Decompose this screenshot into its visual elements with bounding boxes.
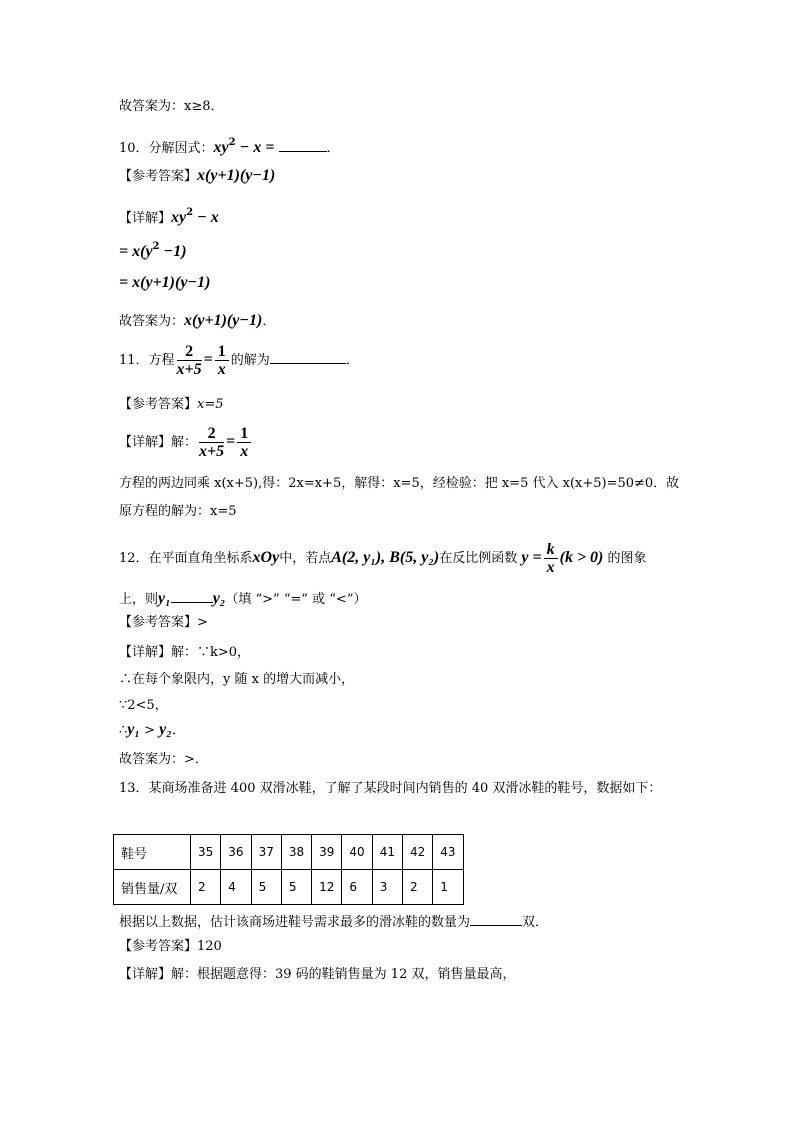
q10-detail-c: − x [193,209,219,226]
q12-points: A(2, y₁), B(5, y₂) [331,549,440,566]
q13-after-table [119,912,548,932]
q12-y2: y₂ [212,590,226,607]
q12-line-2 [119,589,366,609]
q12-detail-1: 【详解】解：∵k>0， [119,645,251,660]
q10-end: ． [326,141,340,156]
q11-answer: x=5 [197,397,224,412]
table-cell: 6 [342,870,372,905]
q11-frac2-den: x [217,361,226,378]
answer-blank[interactable] [171,589,213,603]
q10-step2: = x(y+1)(y−1) [119,274,211,291]
q13-detail-1: 【详解】解：根据题意得：39 码的鞋销售量为 12 双，销售量最高， [119,967,516,982]
q11-detail-frac1-den: x+5 [199,443,225,460]
q10-expr-a: xy [213,139,229,156]
q11-detail-line [119,424,253,461]
table-cell: 5 [281,870,311,905]
q12-answer: > [197,615,208,630]
q10-step1-exp: 2 [152,241,160,252]
q10-final-period: ． [262,314,276,329]
answer-label: 【参考答案】 [119,169,198,184]
q12-end: 的图象 [607,551,647,566]
table-cell: 41 [372,835,402,870]
question-11 [119,342,359,379]
answer-label: 【参考答案】 [119,615,198,630]
table-cell: 38 [281,835,311,870]
q11-end: ． [345,353,359,368]
q12-answer-line [119,614,208,632]
q11-frac1-num: 2 [177,343,202,361]
q12-prefix: 12．在平面直角坐标系 [119,551,253,566]
q11-work-1: 方程的两边同乘 x(x+5),得：2x=x+5，解得：x=5，经检验：把 x=5 代入 x(x+5)=50≠0．故 [119,476,680,491]
detail-label: 【详解】 [119,211,172,226]
q11-detail-frac2-den: x [240,443,249,460]
table-cell: 12 [312,870,342,905]
q12-detail-4 [119,721,185,740]
table-cell: 3 [372,870,402,905]
table-cell: 42 [402,835,432,870]
q10-detail-a: xy [171,209,187,226]
q12-line2-prefix: 上，则 [119,592,159,607]
q10-detail-exp: 2 [186,207,194,218]
q12-d4-y2: y₂ [159,721,172,738]
answer-blank[interactable] [270,350,346,364]
q12-func-cond: (k > 0) [559,549,604,566]
q11-fraction-left [177,343,202,378]
q10-detail-line [119,204,219,228]
table-cell: 43 [433,835,463,870]
q11-detail-frac1-num: 2 [199,425,224,443]
q12-detail-3: ∵2<5， [119,698,168,713]
q12-func-y: y = [521,549,542,566]
q11-answer-line [119,396,224,414]
table-cell: 2 [402,870,432,905]
q12-func-den: x [546,559,555,576]
question-12 [119,540,647,577]
table-header-sales: 销售量/双 [114,870,191,905]
table-row-sizes [114,835,464,870]
q13-answer: 120 [197,939,222,954]
answer-blank[interactable] [470,912,522,926]
q13-after-b: 双． [522,915,549,930]
answer-label: 【参考答案】 [119,939,198,954]
q11-suffix: 的解为 [230,353,270,368]
q10-step1-c: −1) [159,243,187,260]
table-cell: 37 [251,835,281,870]
q10-final-expr: x(y+1)(y−1) [184,312,263,329]
q12-line2-suffix: （填 “>” “=” 或 “<”） [225,592,367,607]
q11-detail-fraction-left [199,425,224,460]
q10-step-2 [119,274,210,293]
answer-line-q9: 故答案为：x≥8． [119,99,224,114]
shoe-size-table [113,834,464,905]
q11-detail-frac2-num: 1 [237,425,251,443]
q10-final [119,312,275,331]
q11-prefix: 11．方程 [119,353,175,368]
q11-equals: = [203,351,213,368]
q12-d4-prefix: ∴ [119,723,128,738]
q10-step1-a: = x(y [119,243,153,260]
question-10 [119,134,340,158]
table-cell: 1 [433,870,463,905]
table-header-size: 鞋号 [114,835,191,870]
q12-xoy: xOy [252,549,280,566]
q12-y1: y₁ [158,590,171,607]
q11-frac1-den: x+5 [176,361,202,378]
table-cell: 2 [191,870,221,905]
q12-detail-5: 故答案为：>． [119,752,208,767]
answer-blank[interactable] [279,138,327,152]
q12-d4-y1: y₁ [127,721,140,738]
q10-expr-c: − x = [235,139,275,156]
q12-d4-period: ． [171,723,185,738]
q13-after-a: 根据以上数据，估计该商场进鞋号需求最多的滑冰鞋的数量为 [119,915,471,930]
q12-mid2: 在反比例函数 [439,551,518,566]
table-row-sales [114,870,464,905]
q10-expr-exp: 2 [228,137,236,148]
q11-detail-fraction-right [237,425,251,460]
q11-fraction-right [215,343,229,378]
q12-func-fraction [544,541,558,576]
q11-frac2-num: 1 [215,343,229,361]
q10-answer: x(y+1)(y−1) [197,167,276,184]
q11-detail-equals: = [226,433,236,450]
table-cell: 4 [221,870,251,905]
q12-mid: 中，若点 [279,551,332,566]
q10-answer-line [119,167,275,186]
q10-step-1 [119,238,187,262]
q10-prefix: 10．分解因式： [119,141,214,156]
table-cell: 40 [342,835,372,870]
q12-d4-gt: > [139,723,160,738]
q12-func-num: k [544,541,558,559]
q13-answer-line [119,938,222,956]
table-cell: 35 [191,835,221,870]
table-cell: 36 [221,835,251,870]
answer-label: 【参考答案】 [119,397,198,412]
table-cell: 39 [312,835,342,870]
q10-final-prefix: 故答案为： [119,314,185,329]
table-cell: 5 [251,870,281,905]
question-13: 13．某商场准备进 400 双滑冰鞋，了解了某段时间内销售的 40 双滑冰鞋的鞋号，数据如下： [119,781,662,796]
q11-detail-prefix: 【详解】解： [119,435,198,450]
q12-detail-2: ∴在每个象限内，y 随 x 的增大而减小， [119,672,355,687]
q11-work-2: 原方程的解为：x=5 [119,504,237,519]
